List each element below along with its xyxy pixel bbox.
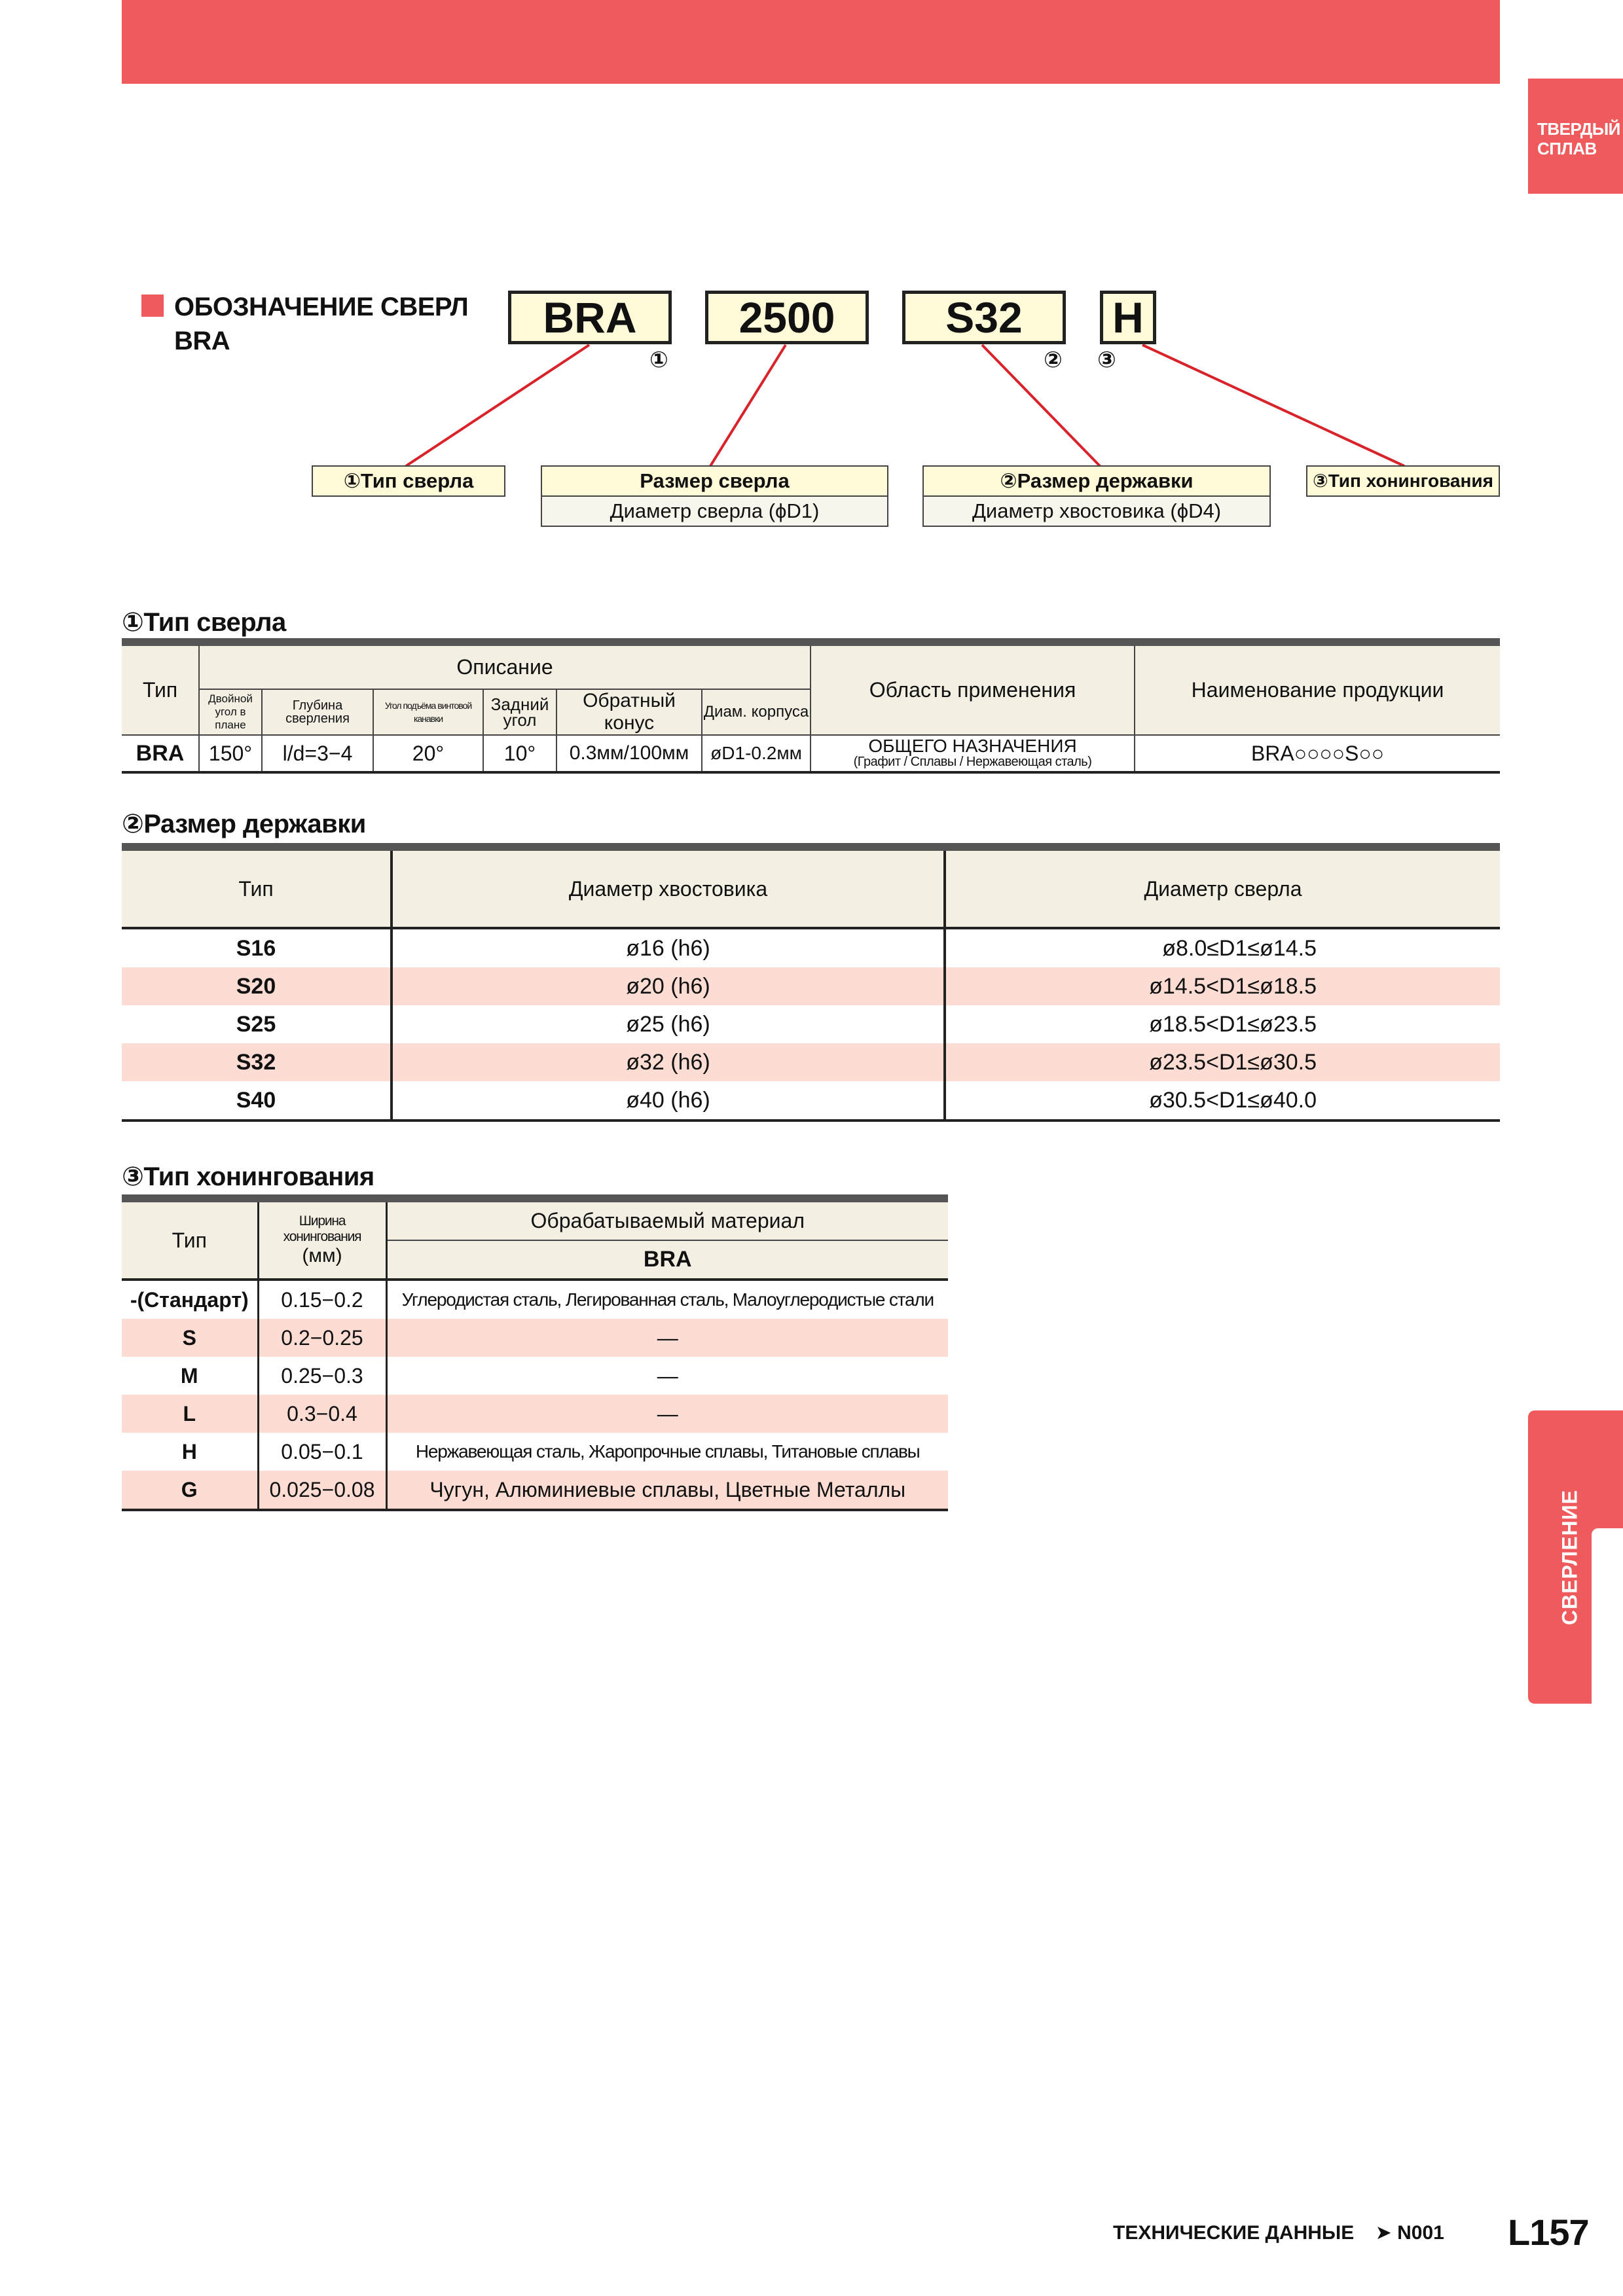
- table-row: S 0.2−0.25 —: [122, 1319, 948, 1357]
- header-application: Область применения: [811, 642, 1135, 735]
- table-row: S40 ø40 (h6) ø30.5<D1≤ø40.0: [122, 1081, 1500, 1121]
- header-clearance-angle: Задний угол: [483, 689, 556, 735]
- cell-clearance-angle: 10°: [483, 735, 556, 772]
- connector-line-4: [1142, 345, 1404, 466]
- header-depth: Глубина сверления: [262, 689, 373, 735]
- marker-2: ②: [1044, 348, 1063, 372]
- connector-line-3: [982, 345, 1100, 466]
- header-drill-diameter: Диаметр сверла: [945, 847, 1500, 928]
- cell-back-taper: 0.3мм/100мм: [556, 735, 702, 772]
- header-type: Тип: [122, 642, 199, 735]
- side-tab-drilling-label: СВЕРЛЕНИЕ: [1558, 1489, 1582, 1625]
- marker-1: ①: [649, 348, 668, 372]
- header-helix-angle: Угол подъёма винтовой канавки: [373, 689, 483, 735]
- table-row: H 0.05−0.1 Нержавеющая сталь, Жаропрочные сплавы, Титановые сплавы: [122, 1433, 948, 1471]
- row-type: BRA: [122, 735, 199, 772]
- connector-line-1: [406, 345, 589, 466]
- header-back-taper: Обратный конус: [556, 689, 702, 735]
- drill-type-table: [122, 638, 1500, 774]
- label-drill-type: ①Тип сверла: [312, 465, 505, 497]
- cell-depth: l/d=3−4: [262, 735, 373, 772]
- side-tab-carbide-label: ТВЕРДЫЙ СПЛАВ: [1537, 119, 1620, 158]
- header-shank-diameter: Диаметр хвостовика: [392, 847, 945, 928]
- header-work-material: Обрабатываемый материал: [386, 1198, 948, 1240]
- code-box-holder: S32: [902, 291, 1066, 344]
- code-box-type: BRA: [508, 291, 672, 344]
- label-holder-size: ②Размер державки Диаметр хвостовика (ϕD4): [922, 465, 1271, 527]
- section3-title: ③Тип хонингования: [122, 1162, 374, 1191]
- page-number: L157: [1508, 2212, 1589, 2253]
- header-type: Тип: [122, 1198, 258, 1280]
- cell-body-diameter: øD1-0.2мм: [702, 735, 811, 772]
- tech-data-link[interactable]: ТЕХНИЧЕСКИЕ ДАННЫЕ ➤ N001: [1113, 2222, 1444, 2244]
- marker-3: ③: [1097, 348, 1116, 372]
- section2-title: ②Размер державки: [122, 810, 366, 838]
- label-honing-type: ③Тип хонингования: [1306, 465, 1500, 497]
- table-row: S25 ø25 (h6) ø18.5<D1≤ø23.5: [122, 1005, 1500, 1043]
- label-drill-size: Размер сверла Диаметр сверла (ϕD1): [541, 465, 888, 527]
- table-row: S32 ø32 (h6) ø23.5<D1≤ø30.5: [122, 1043, 1500, 1081]
- table-row: S20 ø20 (h6) ø14.5<D1≤ø18.5: [122, 967, 1500, 1005]
- section1-title: ①Тип сверла: [122, 608, 286, 637]
- arrow-right-icon: ➤: [1375, 2222, 1392, 2244]
- connector-lines: [0, 0, 1623, 497]
- table-row: G 0.025−0.08 Чугун, Алюминиевые сплавы, Цветные Металлы: [122, 1471, 948, 1510]
- cell-point-angle: 150°: [199, 735, 262, 772]
- table-row: M 0.25−0.3 —: [122, 1357, 948, 1395]
- honing-type-table: [122, 1194, 948, 1511]
- table-row: S16 ø16 (h6) ø8.0≤D1≤ø14.5: [122, 928, 1500, 967]
- code-box-honing: H: [1100, 291, 1156, 344]
- header-point-angle: Двойной угол в плане: [199, 689, 262, 735]
- header-product: Наименование продукции: [1135, 642, 1500, 735]
- table-row: -(Стандарт) 0.15−0.2 Углеродистая сталь, Легированная сталь, Малоуглеродистые стали: [122, 1280, 948, 1319]
- header-body-diameter: Диам. корпуса: [702, 689, 811, 735]
- designation-title: ОБОЗНАЧЕНИЕ СВЕРЛ BRA: [174, 293, 469, 355]
- header-description: Описание: [199, 642, 811, 689]
- cell-application: ОБЩЕГО НАЗНАЧЕНИЯ (Графит / Сплавы / Нержавеющая сталь): [811, 735, 1135, 772]
- cell-helix-angle: 20°: [373, 735, 483, 772]
- holder-size-table: [122, 843, 1500, 1122]
- header-type: Тип: [122, 847, 392, 928]
- side-tab-drilling: [1528, 1410, 1623, 1704]
- connector-line-2: [710, 345, 786, 466]
- header-bra: BRA: [386, 1240, 948, 1280]
- header-honing-width: Ширина хонингования (мм): [258, 1198, 386, 1280]
- table-row: L 0.3−0.4 —: [122, 1395, 948, 1433]
- cell-product: BRA○○○○S○○: [1135, 735, 1500, 772]
- code-box-size: 2500: [705, 291, 869, 344]
